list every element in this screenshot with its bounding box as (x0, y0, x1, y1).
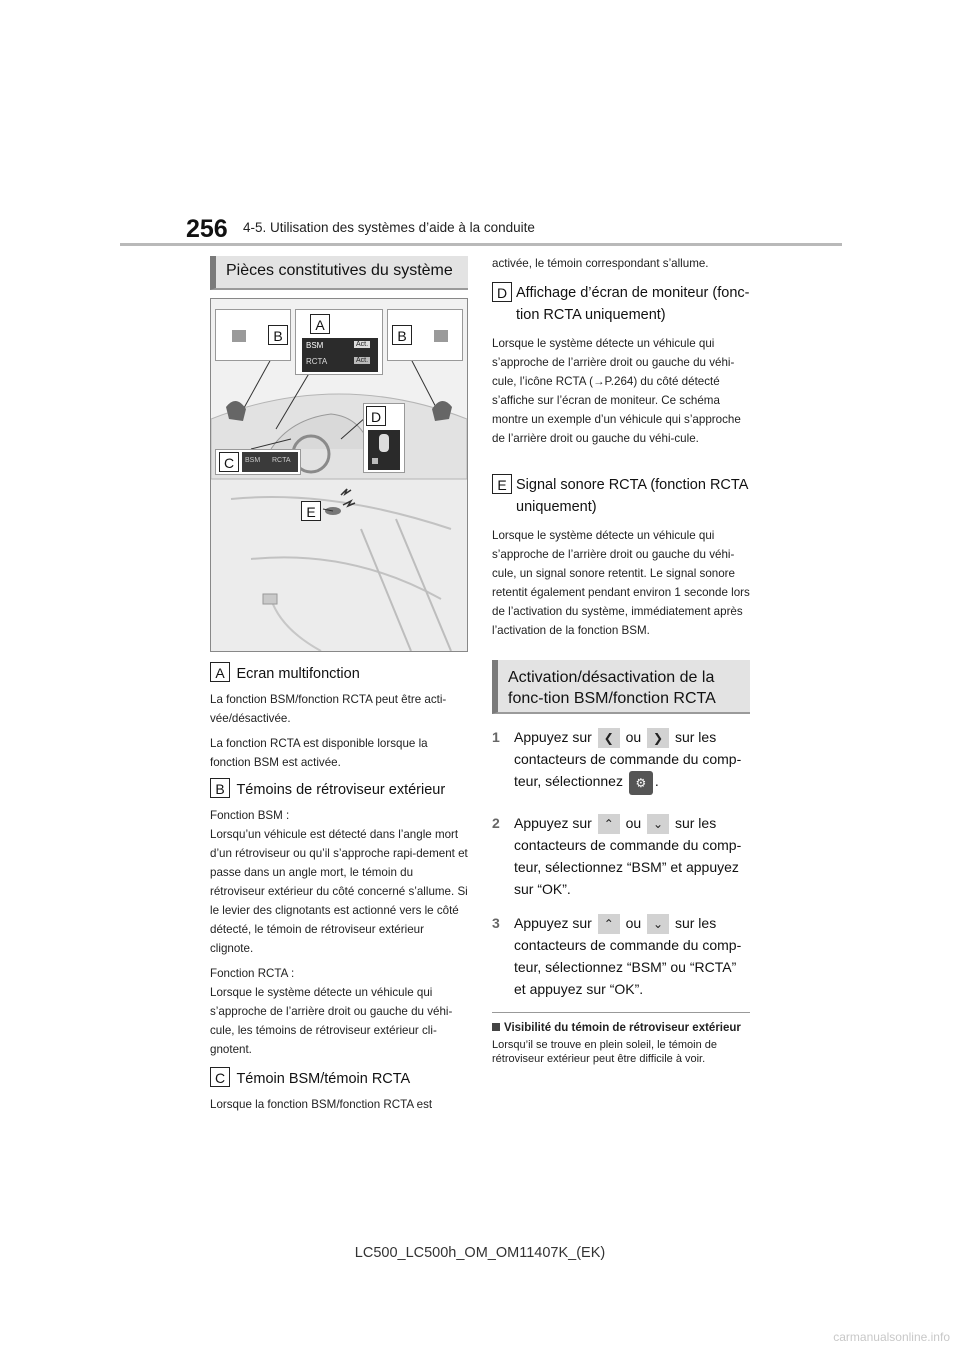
note-square-icon (492, 1023, 500, 1031)
callout-d: D (366, 406, 386, 426)
down-arrow-button-icon: ⌄ (647, 914, 669, 934)
item-e-p1: Lorsque le système détecte un véhicule qui s’approche de l’arrière droit ou gauche du véhi-cule, un signal sonore retentit. Le signal sonore retentit également pendant environ 1 seconde lors de l’activation du système, immédiatement après l’activation de la fonction BSM. (492, 529, 750, 637)
item-e-title: Signal sonore RCTA (fonction RCTA uniquement) (516, 477, 748, 515)
callout-b-right: B (392, 325, 412, 345)
section-heading-components (210, 256, 468, 290)
indicator-strip (242, 452, 298, 472)
step-1 (492, 726, 750, 795)
inset-mirror-right (387, 309, 463, 361)
step-3-text-a: Appuyez sur (514, 915, 592, 931)
item-a-p2: La fonction RCTA est disponible lorsque la fonction BSM est activée. (210, 737, 428, 769)
item-b-p2-head: Fonction RCTA : (210, 967, 295, 980)
section-heading-text: Pièces constitutives du système (226, 262, 453, 279)
callout-a: A (310, 314, 330, 334)
inset-monitor-display (363, 403, 405, 473)
car-top-view-icon (379, 434, 389, 452)
note (492, 1022, 750, 1066)
step-2-number: 2 (492, 815, 500, 831)
step-2-text-a: Appuyez sur (514, 815, 592, 831)
step-2-text-or: ou (625, 815, 642, 831)
item-b-p1: Lorsqu’un véhicule est détecté dans l’angle mort d’un rétroviseur ou qu’il s’approche rapi-dement et passe dans un angle mort, le témoin du rétroviseur extérieur du côté concerné s’allume. Si le levier des clignotants est actionné vers le côté détecté, le témoin de rétroviseur extérieur clignote. (210, 828, 468, 955)
item-d-label: D (492, 282, 512, 302)
footer-doc-id: LC500_LC500h_OM_OM11407K_(EK) (354, 1245, 606, 1261)
item-b (210, 778, 468, 1059)
screen-bsm-label: BSM (306, 341, 324, 350)
step-2 (492, 812, 750, 900)
item-b-p1-head: Fonction BSM : (210, 809, 290, 822)
item-c-continuation: activée, le témoin correspondant s’allume. (492, 257, 709, 270)
header-rule (120, 243, 842, 246)
section-heading-activation (492, 660, 750, 714)
mirror-indicator-left-icon (232, 330, 246, 342)
step-1-number: 1 (492, 729, 500, 745)
step-1-text-end: . (654, 773, 659, 790)
item-c (210, 1067, 468, 1114)
indicator-bsm: BSM (245, 457, 261, 464)
item-e-label: E (492, 474, 512, 494)
callout-e: E (301, 501, 321, 521)
left-arrow-button-icon: ❮ (598, 728, 620, 748)
step-1-text-or: ou (625, 729, 642, 745)
item-c-label: C (210, 1067, 230, 1087)
step-3-number: 3 (492, 915, 500, 931)
watermark: carmanualsonline.info (833, 1330, 950, 1344)
settings-gear-icon: ⚙ (629, 771, 653, 795)
step-3-text-or: ou (625, 915, 642, 931)
screen-bsm-act: Act. (356, 341, 369, 348)
step-1-text-a: Appuyez sur (514, 729, 592, 745)
item-d-title: Affichage d’écran de moniteur (fonc-tion RCTA uniquement) (516, 285, 750, 323)
indicator-rcta: RCTA (272, 457, 291, 464)
note-text: Lorsqu’il se trouve en plein soleil, le témoin de rétroviseur extérieur peut être difficile à voir. (492, 1039, 718, 1065)
inset-multifunction-screen (295, 309, 383, 375)
screen-rcta-act: Act. (356, 357, 369, 364)
callout-c: C (219, 452, 239, 472)
item-c-title: Témoin BSM/témoin RCTA (236, 1071, 411, 1087)
inset-bsm-rcta-indicators (215, 449, 301, 475)
screen-rcta-label: RCTA (306, 357, 328, 366)
section-heading-activation-text: Activation/désactivation de la fonc-tion BSM/fonction RCTA (508, 669, 716, 707)
note-title: Visibilité du témoin de rétroviseur extérieur (504, 1022, 741, 1034)
rcta-warning-icon (372, 458, 378, 464)
up-arrow-button-icon: ⌃ (598, 814, 620, 834)
item-a (210, 662, 468, 772)
item-e (492, 474, 750, 640)
item-a-title: Ecran multifonction (236, 666, 360, 682)
item-d (492, 282, 750, 448)
item-b-label: B (210, 778, 230, 798)
right-arrow-button-icon: ❯ (647, 728, 669, 748)
system-figure (210, 298, 468, 652)
step-3-text-b: sur les contacteurs de commande du comp-teur, sélectionnez “BSM” ou “RCTA” et appuyez sur “OK”. (514, 915, 742, 998)
monitor-screen (368, 430, 400, 470)
page-number: 256 (186, 215, 228, 243)
item-b-title: Témoins de rétroviseur extérieur (236, 782, 446, 798)
up-arrow-button-icon: ⌃ (598, 914, 620, 934)
item-b-p2: Lorsque le système détecte un véhicule qui s’approche de l’arrière droit ou gauche du véhi-cule, les témoins de rétroviseur extérieur cli-gnotent. (210, 986, 453, 1056)
item-c-p1: Lorsque la fonction BSM/fonction RCTA est (210, 1098, 433, 1111)
step-1-text-b: sur les contacteurs de commande du comp-teur, sélectionnez (514, 729, 742, 790)
down-arrow-button-icon: ⌄ (647, 814, 669, 834)
item-a-label: A (210, 662, 230, 682)
mirror-indicator-right-icon (434, 330, 448, 342)
item-d-p1: Lorsque le système détecte un véhicule qui s’approche de l’arrière droit ou gauche du véhi-cule, l’icône RCTA (→P.264) du côté détecté s’affiche sur l’écran de moniteur. Ce schéma montre un exemple d’un véhicule qui s’approche de l’arrière droit ou gauche du véhi-cule. (492, 337, 741, 445)
step-2-text-b: sur les contacteurs de commande du comp-teur, sélectionnez “BSM” et appuyez sur “OK”. (514, 815, 742, 898)
chapter-title: 4-5. Utilisation des systèmes d’aide à la conduite (243, 220, 535, 235)
item-a-p1: La fonction BSM/fonction RCTA peut être acti-vée/désactivée. (210, 693, 447, 725)
inset-mirror-left (215, 309, 291, 361)
screen-panel (302, 338, 378, 372)
step-3 (492, 912, 750, 1000)
callout-b-left: B (268, 325, 288, 345)
note-divider (492, 1012, 750, 1013)
